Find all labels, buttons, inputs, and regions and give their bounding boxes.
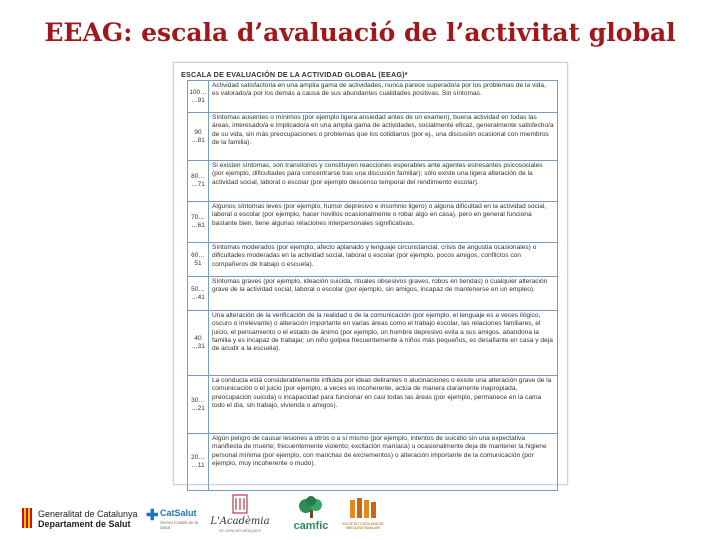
range-bottom: …11 (191, 462, 205, 469)
description-cell: Síntomas ausentes o mínimos (por ejemplo ligera ansiedad antes de un examen), buena actividad en todas las áreas, interesado/a e implicado/a en una amplia gama de actividades, socialmente eficaz, generalmente satisfecho/a de su vida, sin más preocupaciones o problemas que los cotidianos (por ej., una discusión ocasional con miembros de la familia). (212, 114, 554, 146)
academia-name: L'Acadèmia (210, 516, 270, 527)
range-bottom: …31 (191, 343, 205, 350)
plus-icon: ✚ (146, 507, 159, 524)
table-row (188, 242, 557, 276)
camfic-logo (286, 496, 336, 536)
description-cell: La conducta está considerablemente influida por ideas delirantes o alucinaciones o existe una alteración grave de la comunicación o el juicio (por ejemplo, a veces es incoherente, actúa de manera claramente inapropiada, preocupación suicida) o incapacidad para funcionar en casi todas las áreas (por ejemplo, permanece en la cama todo el día, sin trabajo, vivienda o amigos). (212, 377, 552, 409)
gencat-department: Departament de Salut (38, 519, 131, 529)
table-row (188, 81, 557, 112)
gencat-logo (22, 508, 142, 532)
range-cell (188, 202, 209, 242)
range-bottom: 51 (194, 259, 202, 267)
society-logo (338, 496, 388, 536)
scanned-document (173, 62, 568, 485)
table-row (188, 433, 557, 490)
description-cell: Una alteración de la verificación de la realidad o de la comunicación (por ejemplo, el lenguaje es a veces ilógico, oscuro o irrelevante) o alteración importante en varias áreas como el trabajo escolar, las relaciones familiares, el juicio, el pensamiento o el estado de ánimo (por ejemplo, un hombre depresivo evita a sus amigos, abandona la familia y es incapaz de trabajar; un niño golpea frecuentemente a niños más pequeños, es desafiante en casa y deja de acudir a la escuela). (212, 312, 553, 353)
academia-subtitle: DE CIÈNCIES MÈDIQUES (218, 529, 261, 533)
range-cell (188, 311, 209, 375)
description-cell: Actividad satisfactoria en una amplia gama de actividades, nunca parece superado/a por los problemas de la vida, es valorado/a por los demás a causa de sus abundantes cualidades positivas. Sin síntomas. (212, 82, 546, 98)
description-cell: Algunos síntomas leves (por ejemplo, humor depresivo e insomnio ligero) o alguna dificultad en la actividad social, laboral o escolar (por ejemplo, hacer novillos ocasionalmente o robar algo en casa), pero en general funciona bastante bien, tiene algunas relaciones interpersonales significativas. (212, 203, 547, 227)
range-top: 20… (191, 454, 205, 461)
range-top: 80… (191, 173, 205, 180)
catsalut-name: CatSalut (160, 508, 197, 518)
range-bottom: …71 (191, 181, 205, 188)
range-top: 60… (191, 251, 205, 259)
range-top: 50… (191, 285, 205, 293)
society-name: SOCIETAT CATALANA DE MEDICINA FAMILIAR (342, 522, 384, 530)
range-cell (188, 81, 209, 112)
document-title: ESCALA DE EVALUACIÓN DE LA ACTIVIDAD GLOBAL (EEAG)* (181, 70, 408, 79)
table-row (188, 201, 557, 242)
table-row (188, 375, 557, 433)
range-cell (188, 277, 209, 310)
table-row (188, 276, 557, 310)
range-bottom: …21 (191, 404, 205, 412)
description-cell: Síntomas graves (por ejemplo, ideación suicida, rituales obsesivos graves, robos en tiendas) o cualquier alteración grave de la actividad social, laboral o escolar (por ejemplo, sin amigos, incapaz de mantenerse en un empleo). (212, 278, 548, 294)
scale-table (187, 80, 558, 491)
range-top: 30… (191, 396, 205, 404)
senyera-icon (22, 508, 32, 528)
figures-icon (338, 496, 388, 522)
academia-emblem-icon (205, 492, 275, 516)
academia-logo (205, 492, 275, 536)
footer-logos (0, 492, 720, 538)
range-top: 100… (189, 88, 207, 96)
description-cell: Algún peligro de causar lesiones a otros o a sí mismo (por ejemplo, intentos de suicidio sin una expectativa manifiesta de muerte; frecuentemente violento; excitación maníaca) u ocasionalmente deja de mantener la higiene personal mínima (por ejemplo, con manchas de excrementos) o alteración importante de la comunicación (por ejemplo, muy incoherente o mudo). (212, 435, 547, 467)
table-row (188, 112, 557, 160)
range-cell (188, 376, 209, 433)
range-cell (188, 161, 209, 201)
description-cell: Si existen síntomas, son transitorios y constituyen reacciones esperables ante agentes estresantes psicosociales (por ejemplo, dificultades para concentrarse tras una discusión familiar); sólo existe una ligera alteración de la actividad social, laboral o escolar (por ejemplo descenso temporal del rendimiento escolar). (212, 162, 543, 186)
range-bottom: …61 (191, 222, 205, 229)
catsalut-subtitle: Servei Català de la Salut (160, 520, 199, 530)
gencat-name: Generalitat de Catalunya (38, 509, 138, 519)
range-cell (188, 243, 209, 276)
range-top: 90 (194, 128, 202, 136)
camfic-name: camfic (293, 520, 329, 532)
catsalut-logo (146, 504, 206, 534)
range-cell (188, 113, 209, 160)
range-bottom: …81 (191, 136, 205, 144)
table-row (188, 310, 557, 375)
range-bottom: …91 (191, 96, 205, 104)
range-top: 40 (194, 335, 202, 342)
tree-icon (286, 496, 336, 520)
range-cell (188, 434, 209, 490)
range-bottom: …41 (191, 293, 205, 301)
page-title: EEAG: escala d’avaluació de l’activitat global (44, 18, 676, 47)
table-row (188, 160, 557, 201)
description-cell: Síntomas moderados (por ejemplo, afecto aplanado y lenguaje circunstancial, crisis de angustia ocasionales) o dificultades moderadas en la actividad social, laboral o escolar (por ejemplo, pocos amigos, conflictos con compañeros de trabajo o escuela). (212, 244, 537, 268)
range-top: 70… (191, 214, 205, 221)
